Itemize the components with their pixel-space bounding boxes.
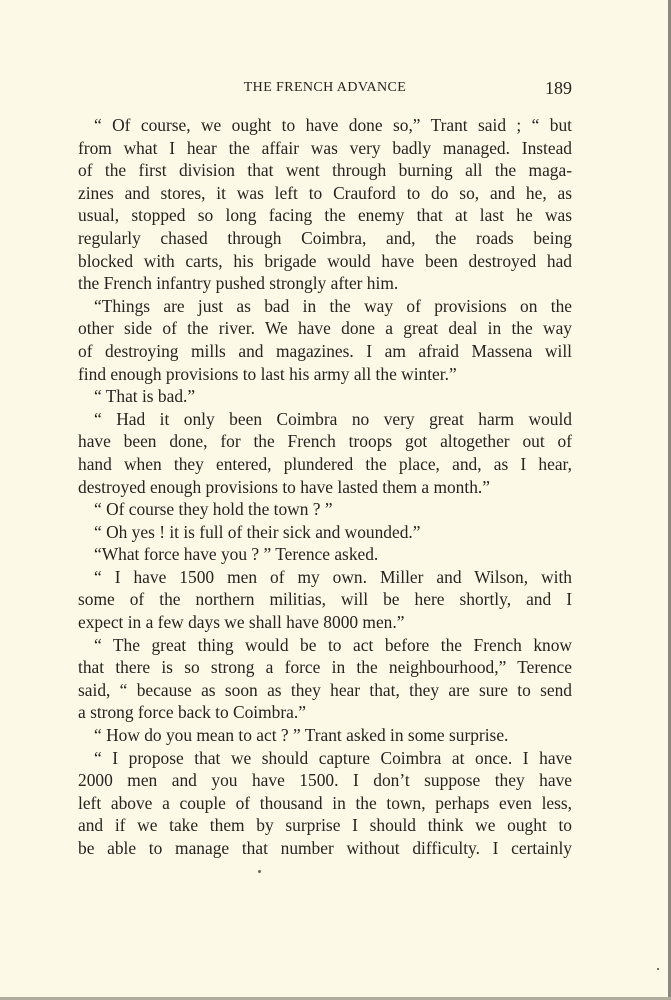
- text-line: “ Had it only been Coimbra no very great harm would: [94, 408, 572, 429]
- text-line: find enough provisions to last his army all the winter.”: [78, 363, 457, 384]
- running-title: THE FRENCH ADVANCE: [243, 80, 407, 95]
- text-line: 2000 men and you have 1500. I don’t suppose they have: [78, 770, 572, 791]
- text-line: left above a couple of thousand in the town, perhaps even less,: [78, 792, 572, 813]
- text-line: blocked with carts, his brigade would have been destroyed had: [78, 250, 572, 271]
- text-line: “ How do you mean to act ? ” Trant asked in some surprise.: [94, 725, 509, 746]
- text-line: other side of the river. We have done a great deal in the way: [78, 318, 572, 339]
- running-head: [78, 78, 572, 100]
- text-line: hand when they entered, plundered the place, and, as I hear,: [78, 453, 572, 474]
- text-line: “ Of course they hold the town ? ”: [94, 499, 333, 520]
- text-line: the French infantry pushed strongly after him.: [78, 273, 399, 294]
- text-line: and if we take them by surprise I should think we ought to: [78, 815, 572, 836]
- text-line: be able to manage that number without difficulty. I certainly: [78, 838, 572, 858]
- text-line: zines and stores, it was left to Crauford to do so, and he, as: [78, 182, 572, 203]
- page-number: 189: [545, 78, 572, 98]
- ink-speck: [258, 870, 261, 873]
- text-line: destroyed enough provisions to have lasted them a month.”: [78, 476, 490, 497]
- text-line: of destroying mills and magazines. I am afraid Massena will: [78, 340, 572, 361]
- text-line: “ I propose that we should capture Coimbra at once. I have: [94, 747, 572, 768]
- text-line: regularly chased through Coimbra, and, the roads being: [78, 227, 572, 248]
- text-line: usual, stopped so long facing the enemy that at last he was: [78, 205, 572, 226]
- text-line: some of the northern militias, will be here shortly, and I: [78, 589, 572, 610]
- text-line: “ Of course, we ought to have done so,” Trant said ; “ but: [94, 115, 572, 135]
- text-line: that there is so strong a force in the neighbourhood,” Terence: [78, 657, 572, 678]
- text-line: “ Oh yes ! it is full of their sick and wounded.”: [94, 521, 421, 542]
- text-line: “ That is bad.”: [94, 386, 196, 407]
- text-line: “ The great thing would be to act before the French know: [94, 634, 572, 655]
- text-line: a strong force back to Coimbra.”: [78, 702, 306, 723]
- text-line: of the first division that went through burning all the maga-: [78, 160, 572, 181]
- text-line: from what I hear the affair was very badly managed. Instead: [78, 137, 572, 158]
- text-line: said, “ because as soon as they hear that, they are sure to send: [78, 679, 572, 700]
- text-line: “ I have 1500 men of my own. Miller and Wilson, with: [94, 566, 572, 587]
- text-line: have been done, for the French troops got altogether out of: [78, 431, 572, 452]
- text-line: “What force have you ? ” Terence asked.: [94, 544, 379, 565]
- text-line: expect in a few days we shall have 8000 men.”: [78, 612, 405, 633]
- ink-speck: [657, 968, 659, 970]
- text-line: “Things are just as bad in the way of provisions on the: [94, 295, 572, 316]
- body-text: [78, 114, 572, 860]
